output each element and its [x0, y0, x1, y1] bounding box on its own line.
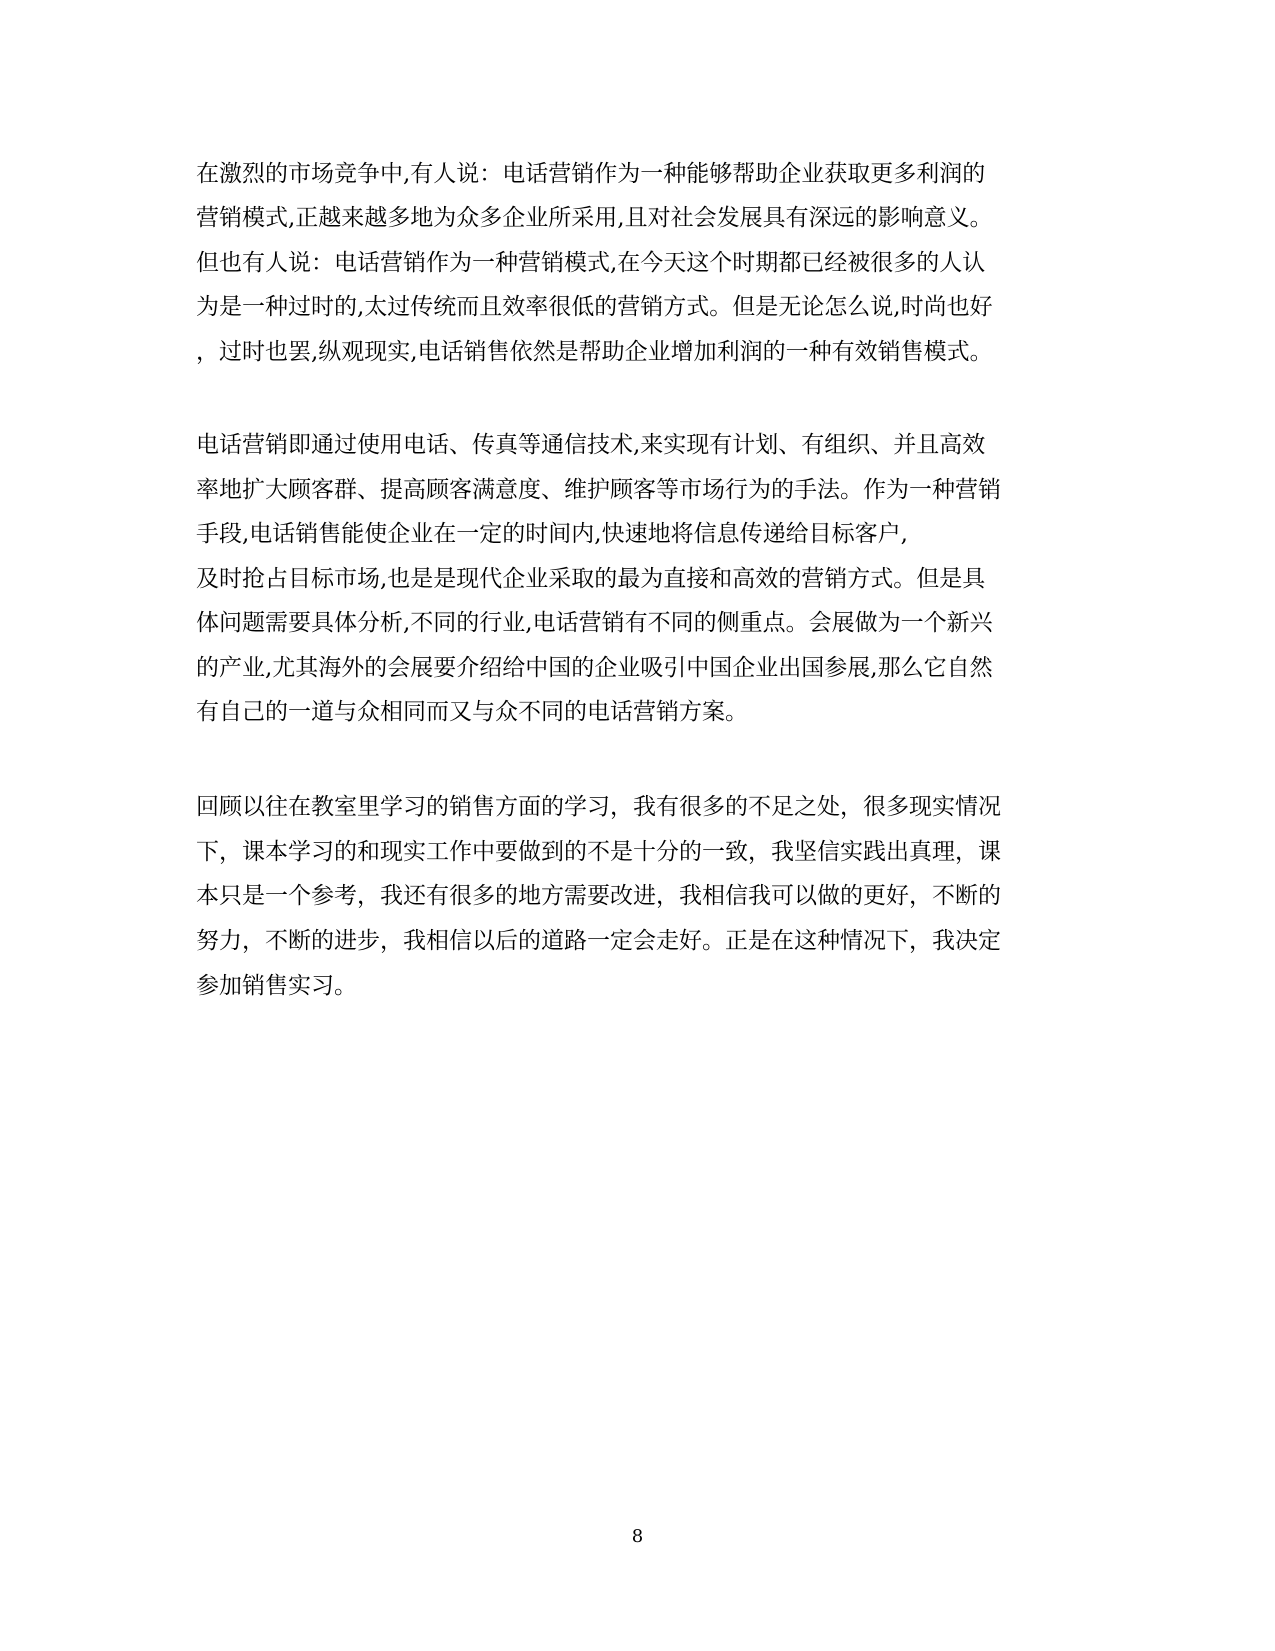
paragraph-line: 在激烈的市场竞争中,有人说：电话营销作为一种能够帮助企业获取更多利润的 — [196, 161, 986, 187]
paragraph-line: 手段,电话销售能使企业在一定的时间内,快速地将信息传递给目标客户, — [196, 521, 908, 547]
paragraph-line: 努力，不断的进步，我相信以后的道路一定会走好。正是在这种情况下，我决定 — [196, 928, 1001, 954]
paragraph-line: 回顾以往在教室里学习的销售方面的学习，我有很多的不足之处，很多现实情况 — [196, 794, 1001, 820]
paragraph-line: 有自己的一道与众相同而又与众不同的电话营销方案。 — [196, 699, 748, 725]
paragraph-line: 但也有人说：电话营销作为一种营销模式,在今天这个时期都已经被很多的人认 — [196, 250, 986, 276]
paragraph-line: ，过时也罢,纵观现实,电话销售依然是帮助企业增加利润的一种有效销售模式。 — [196, 339, 993, 365]
paragraph-line: 的产业,尤其海外的会展要介绍给中国的企业吸引中国企业出国参展,那么它自然 — [196, 655, 993, 681]
paragraph-line: 电话营销即通过使用电话、传真等通信技术,来实现有计划、有组织、并且高效 — [196, 432, 986, 458]
paragraph-line: 参加销售实习。 — [196, 973, 357, 999]
page-number: 8 — [631, 1526, 644, 1547]
paragraph-line: 营销模式,正越来越多地为众多企业所采用,且对社会发展具有深远的影响意义。 — [196, 205, 993, 231]
paragraph-line: 率地扩大顾客群、提高顾客满意度、维护顾客等市场行为的手法。作为一种营销 — [196, 477, 1001, 503]
paragraph-line: 下，课本学习的和现实工作中要做到的不是十分的一致，我坚信实践出真理，课 — [196, 839, 1001, 865]
paragraph-line: 体问题需要具体分析,不同的行业,电话营销有不同的侧重点。会展做为一个新兴 — [196, 610, 993, 636]
paragraph-line: 本只是一个参考，我还有很多的地方需要改进，我相信我可以做的更好，不断的 — [196, 883, 1001, 909]
paragraph-line: 为是一种过时的,太过传统而且效率很低的营销方式。但是无论怎么说,时尚也好 — [196, 294, 993, 320]
paragraph-line: 及时抢占目标市场,也是是现代企业采取的最为直接和高效的营销方式。但是具 — [196, 566, 986, 592]
